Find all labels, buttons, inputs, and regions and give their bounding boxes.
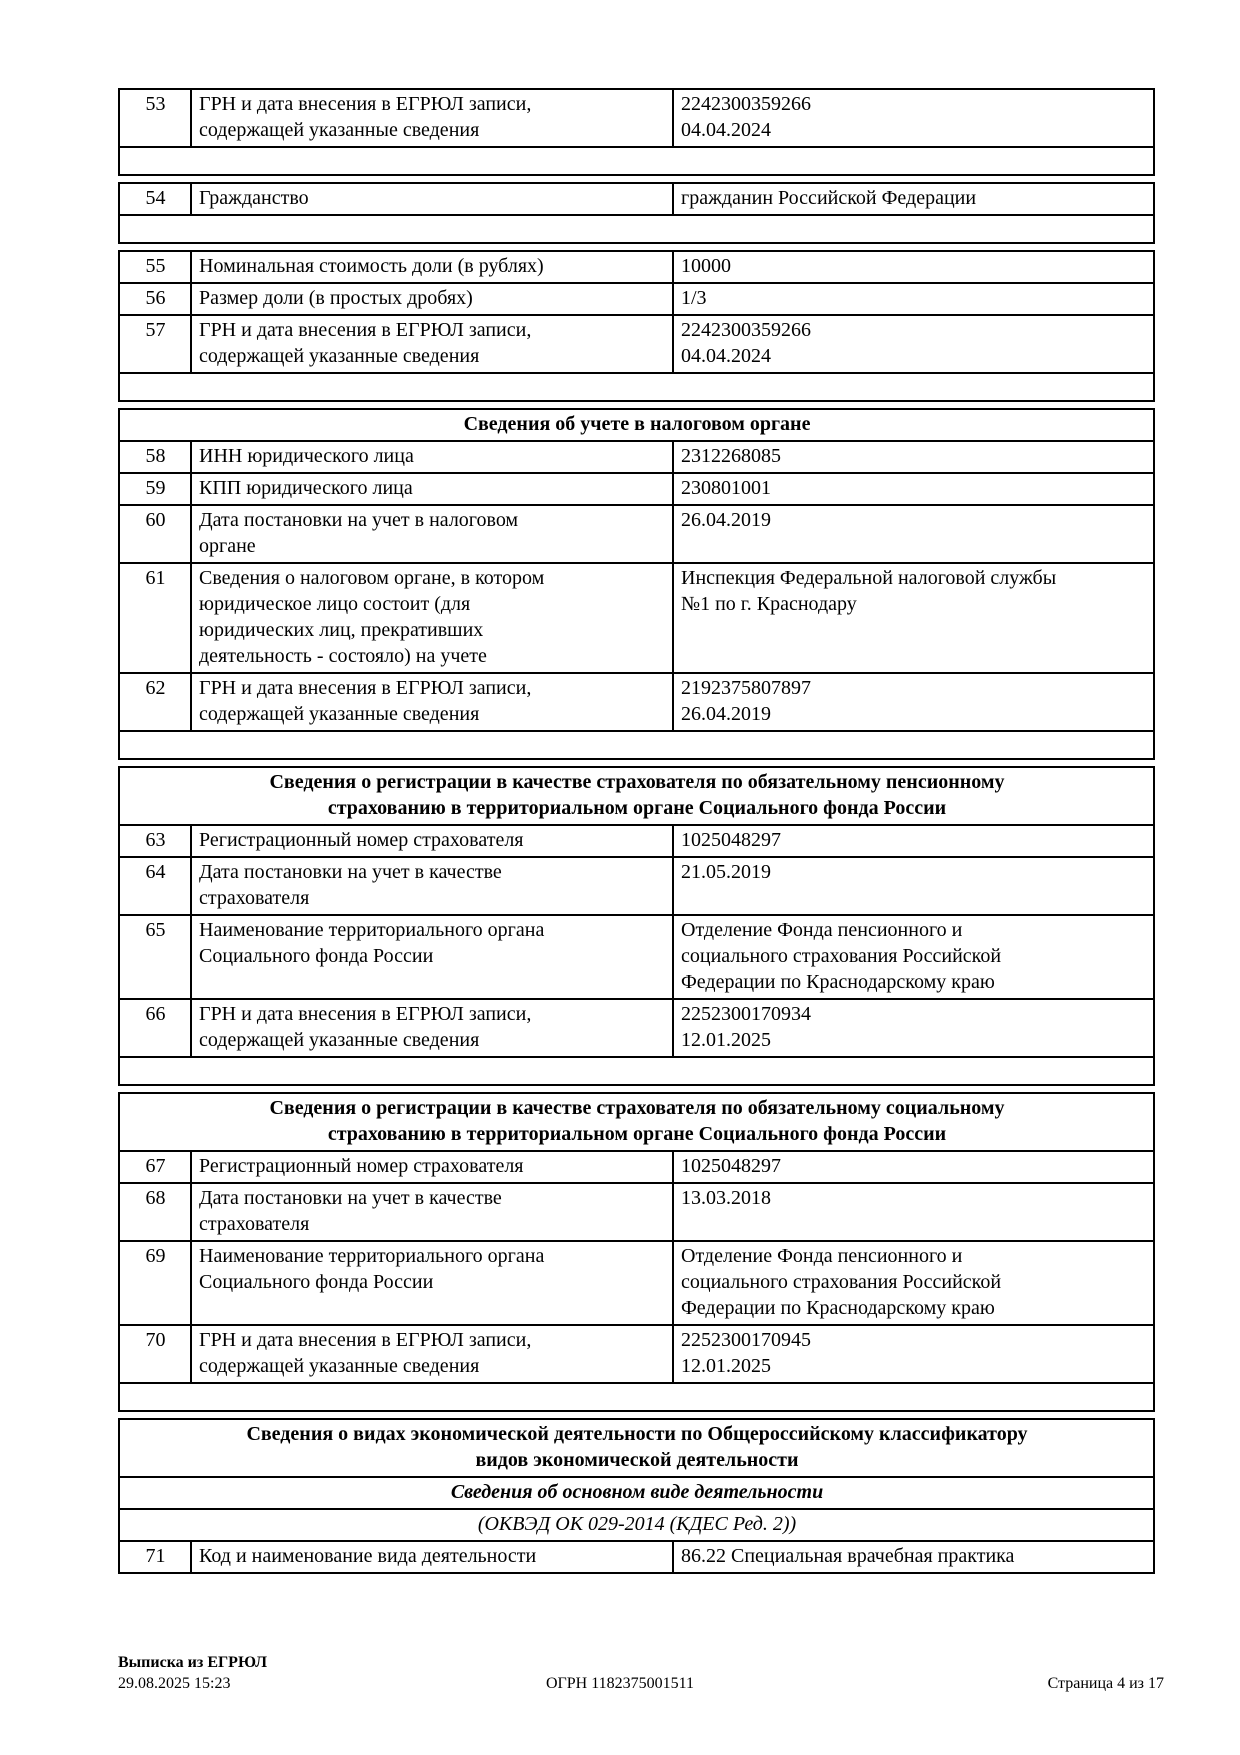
row-label-cell [191,673,673,731]
row-number-cell: 67 [119,1151,191,1183]
table-row [119,1325,1154,1383]
label-line: содержащей указанные сведения [199,1029,480,1051]
footer-page-number: Страница 4 из 17 [1047,1675,1164,1692]
section-table-grn-record-53 [118,88,1155,176]
row-value-cell [673,673,1154,731]
table-row [119,1151,1154,1183]
table-row [119,563,1154,673]
row-number-cell: 54 [119,183,191,215]
label-line: Сведения о налоговом органе, в котором [199,567,545,589]
label-line: страхователя [199,887,310,909]
row-number-cell: 60 [119,505,191,563]
label-line: страхователя [199,1213,310,1235]
section-header [119,1509,1154,1541]
value-line: 21.05.2019 [681,861,771,883]
row-label-cell [191,1541,673,1573]
label-line: Дата постановки на учет в качестве [199,1187,502,1209]
spacer-cell [119,1383,1154,1411]
row-label-cell [191,183,673,215]
label-line: органе [199,535,256,557]
row-label-cell [191,915,673,999]
table-row [119,315,1154,373]
table-row [119,673,1154,731]
value-line: Инспекция Федеральной налоговой службы [681,567,1057,589]
row-label-cell [191,857,673,915]
spacer-row [119,147,1154,175]
table-row [119,857,1154,915]
value-line: Федерации по Краснодарскому краю [681,971,995,993]
table-row [119,999,1154,1057]
value-line: 12.01.2025 [681,1355,771,1377]
row-number-cell: 63 [119,825,191,857]
row-number-cell: 59 [119,473,191,505]
spacer-cell [119,1057,1154,1085]
row-value-cell [673,441,1154,473]
row-label-cell [191,441,673,473]
value-line: социального страхования Российской [681,1271,1002,1293]
label-line: Дата постановки на учет в налоговом [199,509,519,531]
value-line: 13.03.2018 [681,1187,771,1209]
label-line: ГРН и дата внесения в ЕГРЮЛ записи, [199,1003,532,1025]
value-line: 04.04.2024 [681,345,771,367]
table-row [119,473,1154,505]
table-row [119,1241,1154,1325]
row-label-cell [191,89,673,147]
label-line: КПП юридического лица [199,477,413,499]
label-line: Размер доли (в простых дробях) [199,287,473,309]
section-header [119,767,1154,825]
label-line: ИНН юридического лица [199,445,414,467]
section-header-line: Сведения о регистрации в качестве страхователя по обязательному социальному [269,1097,1005,1119]
spacer-row [119,215,1154,243]
row-value-cell [673,315,1154,373]
section-header-row [119,1477,1154,1509]
label-line: ГРН и дата внесения в ЕГРЮЛ записи, [199,319,532,341]
table-row [119,89,1154,147]
section-header-row [119,1419,1154,1477]
footer-ogrn: ОГРН 1182375001511 [545,1675,695,1692]
section-table-tax-authority-registration [118,408,1155,760]
row-label-cell [191,1241,673,1325]
document-body [118,88,1153,1580]
section-header-row [119,1509,1154,1541]
row-label-cell [191,1183,673,1241]
section-table-social-insurance-registration [118,1092,1155,1412]
row-label-cell [191,1325,673,1383]
value-line: 230801001 [681,477,771,499]
value-line: №1 по г. Краснодару [681,593,857,615]
row-number-cell: 56 [119,283,191,315]
row-value-cell [673,1541,1154,1573]
value-line: 1025048297 [681,829,781,851]
value-line: гражданин Российской Федерации [681,187,977,209]
row-label-cell [191,999,673,1057]
row-number-cell: 64 [119,857,191,915]
section-header [119,409,1154,441]
spacer-cell [119,147,1154,175]
label-line: Дата постановки на учет в качестве [199,861,502,883]
row-label-cell [191,825,673,857]
label-line: Гражданство [199,187,309,209]
row-number-cell: 71 [119,1541,191,1573]
spacer-row [119,373,1154,401]
row-label-cell [191,283,673,315]
row-value-cell [673,89,1154,147]
section-header-line: видов экономической деятельности [475,1449,799,1471]
section-table-share-details [118,250,1155,402]
spacer-row [119,1057,1154,1085]
value-line: 2252300170945 [681,1329,811,1351]
table-row [119,825,1154,857]
spacer-cell [119,731,1154,759]
label-line: Регистрационный номер страхователя [199,829,524,851]
section-header-row [119,409,1154,441]
label-line: Регистрационный номер страхователя [199,1155,524,1177]
row-value-cell [673,1151,1154,1183]
label-line: ГРН и дата внесения в ЕГРЮЛ записи, [199,93,532,115]
value-line: 10000 [681,255,731,277]
row-number-cell: 53 [119,89,191,147]
row-value-cell [673,251,1154,283]
label-line: Наименование территориального органа [199,919,545,941]
row-number-cell: 55 [119,251,191,283]
row-number-cell: 58 [119,441,191,473]
section-header-line: Сведения об учете в налоговом органе [463,413,811,435]
table-row [119,915,1154,999]
label-line: Наименование территориального органа [199,1245,545,1267]
spacer-row [119,1383,1154,1411]
label-line: содержащей указанные сведения [199,1355,480,1377]
row-label-cell [191,505,673,563]
row-number-cell: 57 [119,315,191,373]
table-row [119,183,1154,215]
section-header-line: Сведения о видах экономической деятельности по Общероссийскому классификатору [246,1423,1028,1445]
section-table-economic-activities [118,1418,1155,1574]
value-line: социального страхования Российской [681,945,1002,967]
value-line: 1025048297 [681,1155,781,1177]
value-line: Отделение Фонда пенсионного и [681,919,963,941]
row-value-cell [673,857,1154,915]
table-row [119,1183,1154,1241]
section-header-line: страхованию в территориальном органе Социального фонда России [327,797,947,819]
section-header [119,1419,1154,1477]
row-label-cell [191,473,673,505]
section-header-line: Сведения о регистрации в качестве страхователя по обязательному пенсионному [269,771,1005,793]
row-label-cell [191,563,673,673]
footer-doc-type: Выписка из ЕГРЮЛ [118,1654,268,1671]
spacer-row [119,731,1154,759]
footer-datetime: 29.08.2025 15:23 [118,1675,231,1692]
value-line: 86.22 Специальная врачебная практика [681,1545,1015,1567]
table-row [119,505,1154,563]
row-value-cell [673,505,1154,563]
row-number-cell: 66 [119,999,191,1057]
label-line: ГРН и дата внесения в ЕГРЮЛ записи, [199,1329,532,1351]
label-line: Социального фонда России [199,1271,434,1293]
value-line: 1/3 [681,287,707,309]
row-number-cell: 62 [119,673,191,731]
label-line: юридических лиц, прекративших [199,619,484,641]
row-label-cell [191,315,673,373]
value-line: 2242300359266 [681,319,811,341]
row-label-cell [191,251,673,283]
row-number-cell: 68 [119,1183,191,1241]
label-line: деятельность - состояло) на учете [199,645,487,667]
section-table-pension-insurance-registration [118,766,1155,1086]
spacer-cell [119,215,1154,243]
value-line: 26.04.2019 [681,703,771,725]
section-header [119,1477,1154,1509]
value-line: 04.04.2024 [681,119,771,141]
label-line: содержащей указанные сведения [199,703,480,725]
row-value-cell [673,283,1154,315]
row-value-cell [673,563,1154,673]
section-header-row [119,767,1154,825]
section-header-line: (ОКВЭД ОК 029-2014 (КДЕС Ред. 2)) [477,1513,797,1535]
row-value-cell [673,1241,1154,1325]
row-value-cell [673,915,1154,999]
row-value-cell [673,473,1154,505]
value-line: Отделение Фонда пенсионного и [681,1245,963,1267]
row-value-cell [673,1325,1154,1383]
section-header [119,1093,1154,1151]
label-line: Код и наименование вида деятельности [199,1545,537,1567]
label-line: содержащей указанные сведения [199,119,480,141]
table-row [119,441,1154,473]
value-line: Федерации по Краснодарскому краю [681,1297,995,1319]
row-number-cell: 61 [119,563,191,673]
spacer-cell [119,373,1154,401]
label-line: Социального фонда России [199,945,434,967]
row-label-cell [191,1151,673,1183]
value-line: 26.04.2019 [681,509,771,531]
table-row [119,1541,1154,1573]
section-header-line: страхованию в территориальном органе Социального фонда России [327,1123,947,1145]
section-table-citizenship [118,182,1155,244]
row-value-cell [673,999,1154,1057]
row-number-cell: 69 [119,1241,191,1325]
value-line: 12.01.2025 [681,1029,771,1051]
value-line: 2192375807897 [681,677,811,699]
value-line: 2252300170934 [681,1003,811,1025]
row-number-cell: 70 [119,1325,191,1383]
label-line: Номинальная стоимость доли (в рублях) [199,255,544,277]
table-row [119,251,1154,283]
row-value-cell [673,825,1154,857]
section-header-line: Сведения об основном виде деятельности [450,1481,824,1503]
value-line: 2312268085 [681,445,781,467]
value-line: 2242300359266 [681,93,811,115]
label-line: содержащей указанные сведения [199,345,480,367]
label-line: юридическое лицо состоит (для [199,593,471,615]
table-row [119,283,1154,315]
label-line: ГРН и дата внесения в ЕГРЮЛ записи, [199,677,532,699]
row-number-cell: 65 [119,915,191,999]
row-value-cell [673,1183,1154,1241]
section-header-row [119,1093,1154,1151]
row-value-cell [673,183,1154,215]
